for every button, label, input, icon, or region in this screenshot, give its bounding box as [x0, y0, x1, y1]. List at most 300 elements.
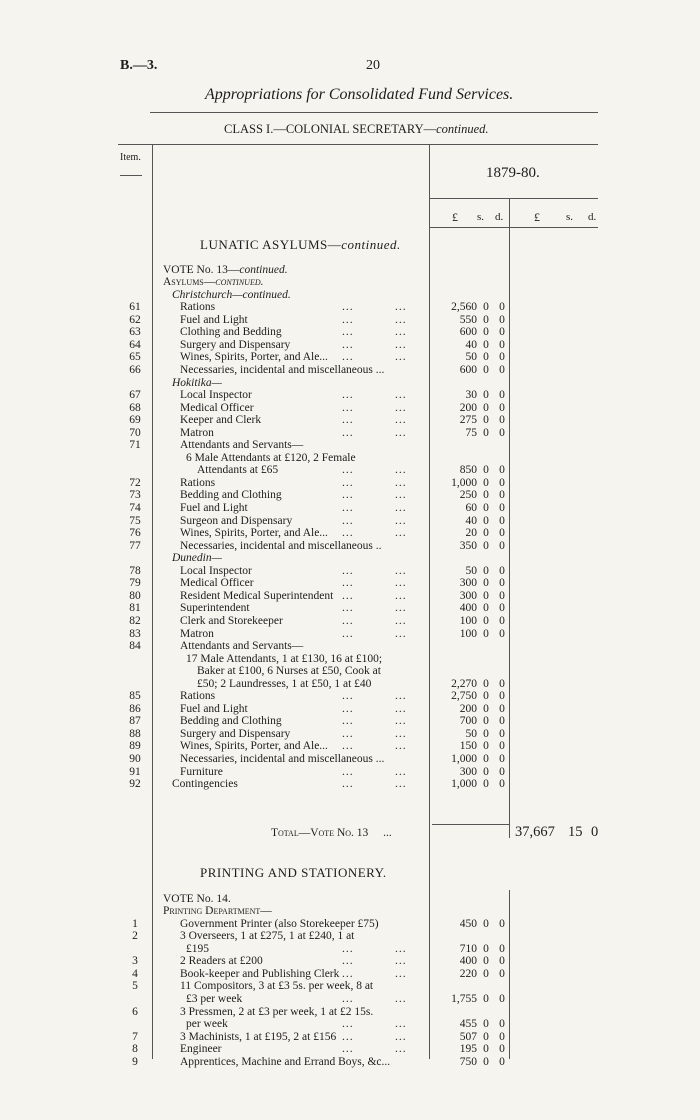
- leader-dots: ...: [342, 955, 354, 968]
- item-description: VOTE No. 13—continued.: [163, 263, 288, 276]
- pence-value: 0: [499, 338, 505, 351]
- item-number: 63: [129, 326, 141, 339]
- shillings-value: 0: [483, 313, 489, 326]
- table-top-rule: [118, 144, 598, 145]
- pounds-value: 300: [459, 765, 477, 778]
- pence-value: 0: [499, 992, 505, 1005]
- pounds-header: £: [452, 210, 458, 224]
- item-description: Contingencies: [172, 778, 238, 791]
- pounds-value: 400: [459, 955, 477, 968]
- leader-dots: ...: [395, 301, 407, 314]
- pence-value: 0: [499, 702, 505, 715]
- table-row: [0, 866, 700, 879]
- item-number: 89: [129, 740, 141, 753]
- pence-value: 0: [499, 489, 505, 502]
- item-number: 66: [129, 363, 141, 376]
- pounds-value: 150: [459, 740, 477, 753]
- pounds-value: 2,560: [451, 301, 477, 314]
- item-number: 82: [129, 614, 141, 627]
- leader-dots: ...: [342, 1043, 354, 1056]
- item-description: £50; 2 Laundresses, 1 at £50, 1 at £40: [197, 677, 372, 690]
- pence-value: 0: [499, 602, 505, 615]
- pence-value: 0: [499, 363, 505, 376]
- item-column-header: Item.: [120, 152, 141, 163]
- table-row: [0, 301, 700, 314]
- item-number: 72: [129, 476, 141, 489]
- pounds-value: 550: [459, 313, 477, 326]
- shillings-value: 0: [483, 727, 489, 740]
- item-description: Wines, Spirits, Porter, and Ale...: [180, 351, 328, 364]
- item-number: 74: [129, 502, 141, 514]
- item-description: Surgeon and Dispensary: [180, 514, 293, 527]
- pounds-value: 220: [459, 967, 477, 980]
- leader-dots: ...: [342, 942, 354, 955]
- leader-dots: ...: [395, 1043, 407, 1056]
- table-row: [0, 489, 700, 502]
- leader-dots: ...: [342, 715, 354, 728]
- leader-dots: ...: [342, 338, 354, 351]
- leader-dots: ...: [395, 389, 407, 402]
- leader-dots: ...: [395, 1018, 407, 1031]
- shillings-value: 0: [483, 627, 489, 640]
- leader-dots: ...: [395, 690, 407, 703]
- shillings-value: 0: [483, 351, 489, 364]
- item-description: PRINTING AND STATIONERY.: [200, 865, 387, 880]
- pounds-value: 100: [459, 627, 477, 640]
- item-description: Wines, Spirits, Porter, and Ale...: [180, 527, 328, 540]
- pounds-value: 40: [465, 514, 477, 527]
- item-description: Attendants at £65: [197, 464, 279, 477]
- leader-dots: ...: [395, 765, 407, 778]
- table-row: [0, 264, 700, 277]
- table-row: [0, 905, 700, 918]
- pence-value: 0: [499, 967, 505, 980]
- shillings-value: 0: [483, 702, 489, 715]
- table-row: [0, 276, 700, 289]
- leader-dots: ...: [342, 778, 354, 791]
- shillings-value: 0: [483, 577, 489, 590]
- year-column-header: 1879-80.: [486, 165, 540, 181]
- table-row: [0, 464, 700, 477]
- item-description: Baker at £100, 6 Nurses at £50, Cook at: [197, 665, 381, 678]
- pence-value: 0: [499, 301, 505, 314]
- leader-dots: ...: [395, 577, 407, 590]
- leader-dots: ...: [395, 326, 407, 339]
- pounds-value: 50: [465, 564, 477, 577]
- item-description: £195: [186, 942, 209, 955]
- leader-dots: ...: [395, 727, 407, 740]
- leader-dots: ...: [395, 313, 407, 326]
- leader-dots: ...: [342, 489, 354, 502]
- leader-dots: ...: [395, 602, 407, 615]
- item-number: 7: [132, 1030, 138, 1043]
- item-number: 62: [129, 313, 141, 326]
- pence-value: 0: [499, 527, 505, 540]
- shillings-value: 0: [483, 690, 489, 703]
- table-row: [0, 389, 700, 402]
- table-row: [0, 740, 700, 753]
- table-row: [0, 502, 700, 515]
- pence-value: 0: [499, 326, 505, 339]
- leader-dots: ...: [395, 992, 407, 1005]
- item-description: Medical Officer: [180, 401, 254, 414]
- leader-dots: ...: [395, 338, 407, 351]
- table-row: [0, 238, 700, 251]
- shillings-value: 0: [483, 602, 489, 615]
- pounds-value: 300: [459, 577, 477, 590]
- item-number: 84: [129, 640, 141, 653]
- shillings-value: 0: [483, 489, 489, 502]
- item-description: Matron: [180, 426, 214, 439]
- table-row: [0, 314, 700, 327]
- item-description: 11 Compositors, 3 at £3 5s. per week, 8 at: [180, 980, 374, 993]
- pounds-value: 750: [459, 1055, 477, 1068]
- leader-dots: ...: [342, 401, 354, 414]
- table-row: [0, 715, 700, 728]
- leader-dots: ...: [395, 351, 407, 364]
- shillings-value: 0: [483, 514, 489, 527]
- shillings-value: 0: [483, 539, 489, 552]
- pence-value: 0: [499, 389, 505, 402]
- leader-dots: ...: [342, 690, 354, 703]
- table-row: [0, 918, 700, 931]
- currency-header-rule: [429, 227, 598, 228]
- pounds-value: 600: [459, 326, 477, 339]
- item-number: 91: [129, 765, 141, 778]
- leader-dots: ...: [395, 464, 407, 477]
- item-description: Attendants and Servants—: [180, 640, 304, 653]
- pounds-value: 1,000: [451, 753, 477, 765]
- leader-dots: ...: [395, 627, 407, 640]
- pounds-value: 850: [459, 464, 477, 477]
- table-row: [0, 766, 700, 779]
- total-vote-13-label: Total—Vote No. 13 ...: [271, 827, 392, 839]
- item-number: 83: [129, 627, 141, 640]
- table-row: [0, 665, 700, 678]
- shillings-value: 0: [483, 502, 489, 514]
- table-row: [0, 893, 700, 906]
- shillings-value: 0: [483, 942, 489, 955]
- leader-dots: ...: [342, 564, 354, 577]
- leader-dots: ...: [342, 414, 354, 427]
- leader-dots: ...: [342, 476, 354, 489]
- shillings-value: 0: [483, 363, 489, 376]
- leader-dots: ...: [395, 1030, 407, 1043]
- leader-dots: ...: [342, 313, 354, 326]
- item-description: Surgery and Dispensary: [180, 338, 291, 351]
- leader-dots: ...: [342, 765, 354, 778]
- table-row: [0, 326, 700, 339]
- leader-dots: ...: [395, 740, 407, 753]
- item-description: 3 Overseers, 1 at £275, 1 at £240, 1 at: [180, 930, 355, 943]
- leader-dots: ...: [342, 1018, 354, 1031]
- item-number: 88: [129, 727, 141, 740]
- item-number: 81: [129, 602, 141, 615]
- leader-dots: ...: [395, 527, 407, 540]
- item-description: £3 per week: [186, 992, 243, 1005]
- leader-dots: ...: [395, 426, 407, 439]
- leader-dots: ...: [395, 778, 407, 791]
- pounds-value: 200: [459, 401, 477, 414]
- table-row: [0, 527, 700, 540]
- leader-dots: ...: [395, 589, 407, 602]
- pence-value: 0: [499, 677, 505, 690]
- table-row: [0, 1031, 700, 1044]
- item-description: Christchurch—continued.: [172, 288, 291, 301]
- shillings-value: 0: [483, 527, 489, 540]
- total-rule: [432, 824, 509, 825]
- item-number: 73: [129, 489, 141, 502]
- item-number: 67: [129, 389, 141, 402]
- pounds-value: 710: [459, 942, 477, 955]
- item-number: 2: [132, 930, 138, 943]
- table-row: [0, 339, 700, 352]
- table-row: [0, 615, 700, 628]
- item-description: 17 Male Attendants, 1 at £130, 16 at £100;: [186, 652, 383, 665]
- leader-dots: ...: [395, 955, 407, 968]
- table-row: [0, 577, 700, 590]
- pounds-value: 2,270: [451, 677, 477, 690]
- item-description: Clothing and Bedding: [180, 326, 282, 339]
- table-row: [0, 968, 700, 981]
- leader-dots: ...: [395, 514, 407, 527]
- item-description: Wines, Spirits, Porter, and Ale...: [180, 740, 328, 753]
- shillings-value: 0: [483, 753, 489, 765]
- year-header-rule: [429, 198, 598, 199]
- item-number: 78: [129, 564, 141, 577]
- leader-dots: ...: [342, 627, 354, 640]
- item-number: 1: [132, 917, 138, 930]
- item-description: VOTE No. 14.: [163, 892, 231, 905]
- pounds-value: 600: [459, 363, 477, 376]
- item-description: Rations: [180, 476, 216, 489]
- leader-dots: ...: [342, 301, 354, 314]
- pence-value: 0: [499, 1055, 505, 1068]
- table-row: [0, 1043, 700, 1056]
- pence-value: 0: [499, 539, 505, 552]
- item-number: 8: [132, 1043, 138, 1056]
- pounds-value: 200: [459, 702, 477, 715]
- item-description: Government Printer (also Storekeeper £75): [180, 917, 379, 930]
- total-vote-13-shillings: 15: [568, 824, 583, 840]
- leader-dots: ...: [342, 1030, 354, 1043]
- subtotal-shillings-header: s.: [566, 211, 574, 223]
- item-number: 75: [129, 514, 141, 527]
- item-number: 80: [129, 589, 141, 602]
- pence-value: 0: [499, 765, 505, 778]
- pounds-value: 400: [459, 602, 477, 615]
- pounds-value: 700: [459, 715, 477, 728]
- item-number: 90: [129, 753, 141, 765]
- pence-value: 0: [499, 401, 505, 414]
- table-row: [0, 439, 700, 452]
- pence-value: 0: [499, 1018, 505, 1031]
- table-row: [0, 1018, 700, 1031]
- item-description: Engineer: [180, 1043, 222, 1056]
- item-number: 61: [129, 301, 141, 314]
- table-row: [0, 728, 700, 741]
- item-number: 76: [129, 527, 141, 540]
- pounds-value: 1,000: [451, 778, 477, 791]
- leader-dots: ...: [342, 389, 354, 402]
- pence-value: 0: [499, 464, 505, 477]
- leader-dots: ...: [342, 351, 354, 364]
- item-number: 92: [129, 778, 141, 791]
- pounds-value: 50: [465, 351, 477, 364]
- item-number: 5: [132, 980, 138, 993]
- item-number: 85: [129, 690, 141, 703]
- item-number: 64: [129, 338, 141, 351]
- pence-value: 0: [499, 715, 505, 728]
- item-description: per week: [186, 1018, 228, 1031]
- shillings-value: 0: [483, 464, 489, 477]
- shillings-value: 0: [483, 967, 489, 980]
- table-row: [0, 653, 700, 666]
- item-description: Necessaries, incidental and miscellaneous ...: [180, 363, 385, 376]
- shillings-value: 0: [483, 338, 489, 351]
- item-description: 2 Readers at £200: [180, 955, 263, 968]
- leader-dots: ...: [395, 967, 407, 980]
- leader-dots: ...: [395, 715, 407, 728]
- item-description: Rations: [180, 301, 216, 314]
- table-row: [0, 980, 700, 993]
- pounds-value: 30: [465, 389, 477, 402]
- shillings-value: 0: [483, 715, 489, 728]
- leader-dots: ...: [395, 414, 407, 427]
- pence-value: 0: [499, 753, 505, 765]
- item-description: Medical Officer: [180, 577, 254, 590]
- pence-value: 0: [499, 727, 505, 740]
- shillings-value: 0: [483, 677, 489, 690]
- item-description: Furniture: [180, 765, 223, 778]
- table-row: [0, 351, 700, 364]
- shillings-value: 0: [483, 426, 489, 439]
- pence-value: 0: [499, 514, 505, 527]
- shillings-value: 0: [483, 614, 489, 627]
- leader-dots: ...: [342, 577, 354, 590]
- item-description: Fuel and Light: [180, 702, 248, 715]
- item-number: 68: [129, 401, 141, 414]
- item-description: Asylums—continued.: [163, 276, 264, 289]
- item-description: Bedding and Clothing: [180, 489, 282, 502]
- pence-value: 0: [499, 1043, 505, 1056]
- pence-value: 0: [499, 564, 505, 577]
- item-description: Fuel and Light: [180, 502, 248, 514]
- subtotal-pounds-header: £: [534, 210, 540, 224]
- pence-value: 0: [499, 627, 505, 640]
- table-row: [0, 377, 700, 390]
- shillings-value: 0: [483, 301, 489, 314]
- leader-dots: ...: [342, 727, 354, 740]
- shillings-value: 0: [483, 992, 489, 1005]
- item-description: Fuel and Light: [180, 313, 248, 326]
- pence-value: 0: [499, 589, 505, 602]
- pence-value: 0: [499, 917, 505, 930]
- item-number: 69: [129, 414, 141, 427]
- pence-value: 0: [499, 414, 505, 427]
- leader-dots: ...: [395, 401, 407, 414]
- class-heading: CLASS I.—COLONIAL SECRETARY—continued.: [224, 122, 489, 136]
- pounds-value: 350: [459, 539, 477, 552]
- item-number: 71: [129, 439, 141, 452]
- pounds-value: 50: [465, 727, 477, 740]
- leader-dots: ...: [395, 942, 407, 955]
- pounds-value: 1,755: [451, 992, 477, 1005]
- table-row: [0, 1056, 700, 1069]
- shillings-value: 0: [483, 401, 489, 414]
- leader-dots: ...: [342, 502, 354, 514]
- leader-dots: ...: [342, 614, 354, 627]
- table-row: [0, 955, 700, 968]
- item-description: Hokitika—: [172, 376, 222, 389]
- pounds-value: 250: [459, 489, 477, 502]
- total-vote-13-pounds: 37,667: [515, 824, 555, 840]
- pence-value: 0: [499, 942, 505, 955]
- item-description: Rations: [180, 690, 216, 703]
- shillings-value: 0: [483, 414, 489, 427]
- leader-dots: ...: [342, 967, 354, 980]
- item-description: Dunedin—: [172, 552, 222, 565]
- page-number: 20: [366, 58, 380, 73]
- table-row: [0, 640, 700, 653]
- page-title: Appropriations for Consolidated Fund Services.: [205, 86, 514, 103]
- leader-dots: ...: [395, 502, 407, 514]
- shillings-value: 0: [483, 389, 489, 402]
- shillings-value: 0: [483, 1030, 489, 1043]
- shillings-value: 0: [483, 564, 489, 577]
- table-row: [0, 565, 700, 578]
- item-description: Local Inspector: [180, 389, 252, 402]
- pounds-value: 40: [465, 338, 477, 351]
- leader-dots: ...: [342, 426, 354, 439]
- table-row: [0, 943, 700, 956]
- item-description: Matron: [180, 627, 214, 640]
- shillings-value: 0: [483, 1055, 489, 1068]
- pounds-value: 75: [465, 426, 477, 439]
- total-vote-13-pence: 0: [591, 824, 599, 840]
- table-row: [0, 993, 700, 1006]
- leader-dots: ...: [342, 602, 354, 615]
- shillings-value: 0: [483, 1043, 489, 1056]
- table-row: [0, 477, 700, 490]
- item-description: Apprentices, Machine and Errand Boys, &c...: [180, 1055, 391, 1068]
- leader-dots: ...: [342, 740, 354, 753]
- pence-value: 0: [499, 476, 505, 489]
- item-number: 77: [129, 539, 141, 552]
- leader-dots: ...: [395, 614, 407, 627]
- pence-value: 0: [499, 690, 505, 703]
- item-description: Necessaries, incidental and miscellaneous ...: [180, 753, 385, 765]
- leader-dots: ...: [395, 564, 407, 577]
- item-description: Surgery and Dispensary: [180, 727, 291, 740]
- item-number: 4: [132, 967, 138, 980]
- table-row: [0, 289, 700, 302]
- shillings-value: 0: [483, 589, 489, 602]
- item-number: 6: [132, 1005, 138, 1018]
- leader-dots: ...: [342, 464, 354, 477]
- leader-dots: ...: [342, 702, 354, 715]
- pounds-value: 450: [459, 917, 477, 930]
- pence-value: 0: [499, 1030, 505, 1043]
- leader-dots: ...: [395, 702, 407, 715]
- pence-value: 0: [499, 502, 505, 514]
- pounds-value: 1,000: [451, 476, 477, 489]
- table-row: [0, 402, 700, 415]
- pence-value: 0: [499, 778, 505, 791]
- item-number: 3: [132, 955, 138, 968]
- table-row: [0, 678, 700, 691]
- pounds-value: 300: [459, 589, 477, 602]
